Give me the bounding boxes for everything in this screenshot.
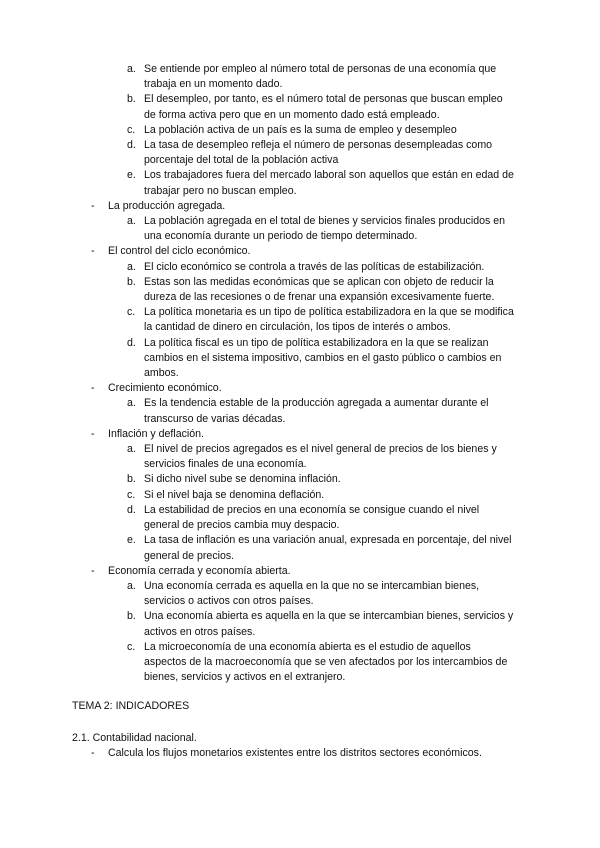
list-marker: a. (127, 397, 136, 410)
list-item (0, 92, 600, 122)
section-heading-produccion (0, 199, 600, 214)
list-item (0, 336, 600, 382)
list-marker: b. (127, 473, 136, 486)
dash-marker: - (91, 199, 95, 212)
list-item (0, 214, 600, 244)
section-title: La producción agregada. (108, 199, 226, 212)
dash-marker: - (91, 427, 95, 440)
list-item (0, 62, 600, 92)
list-text: Una economía abierta es aquella en la que se intercambian bienes, servicios y activos en otros países. (144, 610, 514, 638)
list-text: La tasa de inflación es una variación anual, expresada en porcentaje, del nivel general de precios. (144, 534, 512, 562)
list-text: Estas son las medidas económicas que se aplican con objeto de reducir la dureza de las recesiones o de frenar una expansión excesivamente fuerte. (144, 275, 495, 304)
section-heading-economia-abierta (0, 564, 600, 579)
list-item (0, 123, 600, 138)
list-text: La política monetaria es un tipo de política estabilizadora en la que se modifica la cantidad de dinero en circulación, los tipos de interés o ambos. (144, 306, 514, 334)
list-text: La estabilidad de precios en una economía se consigue cuando el nivel general de precios cambia muy despacio. (144, 503, 480, 532)
list-text: La microeconomía de una economía abierta es el estudio de aquellos aspectos de la macroeconomía que se ven afectados por los intercambios de bienes, servicios y activos en el extranjero. (144, 640, 508, 684)
list-text: El nivel de precios agregados es el nivel general de precios de los bienes y servicios finales de una economía. (144, 443, 497, 471)
list-text: La tasa de desempleo refleja el número de personas desempleadas como porcentaje del total de la población activa (144, 139, 493, 167)
list-text: La población activa de un país es la suma de empleo y desempleo (144, 123, 457, 136)
list-text: El ciclo económico se controla a través de las políticas de estabilización. (144, 260, 485, 273)
section-list (0, 260, 600, 382)
tema-heading: TEMA 2: INDICADORES (72, 700, 190, 713)
section-heading-ciclo (0, 244, 600, 259)
list-text: Si el nivel baja se denomina deflación. (144, 488, 325, 501)
list-item (0, 168, 600, 198)
dash-marker: - (91, 245, 95, 258)
list-text: Es la tendencia estable de la producción agregada a aumentar durante el transcurso de varias décadas. (144, 397, 489, 425)
list-text: Se entiende por empleo al número total de personas de una economía que trabaja en un momento dado. (144, 63, 497, 91)
list-item (0, 533, 600, 563)
intro-list (0, 62, 600, 199)
section-title: Economía cerrada y economía abierta. (108, 564, 291, 577)
list-item (0, 138, 600, 168)
list-item (0, 609, 600, 639)
document-page (0, 62, 600, 761)
list-item (0, 579, 600, 609)
subsection-heading: 2.1. Contabilidad nacional. (72, 731, 197, 744)
dash-marker: - (91, 382, 95, 395)
list-item (0, 442, 600, 472)
list-marker: d. (127, 139, 136, 152)
list-marker: a. (127, 63, 136, 75)
list-marker: c. (127, 123, 136, 136)
section-list (0, 442, 600, 564)
list-marker: a. (127, 579, 136, 592)
list-marker: d. (127, 503, 136, 516)
dash-marker: - (91, 746, 95, 759)
section-list (0, 396, 600, 426)
list-item (0, 488, 600, 503)
list-marker: d. (127, 336, 136, 349)
list-item (0, 396, 600, 426)
list-text: El desempleo, por tanto, es el número total de personas que buscan empleo de forma activa pero que en un momento dado está empleado. (144, 93, 503, 121)
dash-marker: - (91, 564, 95, 577)
list-marker: b. (127, 93, 136, 106)
list-marker: e. (127, 534, 136, 547)
list-marker: e. (127, 169, 136, 182)
section-title: Inflación y deflación. (108, 427, 204, 440)
section-heading-inflacion (0, 427, 600, 442)
section-heading-crecimiento (0, 381, 600, 396)
list-marker: a. (127, 260, 136, 273)
section-list (0, 579, 600, 685)
list-marker: c. (127, 306, 136, 319)
subsection-item (0, 746, 600, 761)
list-item (0, 260, 600, 275)
section-list (0, 214, 600, 244)
list-marker: a. (127, 443, 136, 456)
list-text: La política fiscal es un tipo de política estabilizadora en la que se realizan cambios en el sistema impositivo, cambios en el gasto público o cambios en ambos. (144, 336, 502, 380)
list-marker: b. (127, 610, 136, 623)
list-text: Una economía cerrada es aquella en la que no se intercambian bienes, servicios o activos con otros países. (144, 579, 480, 608)
list-text: Calcula los flujos monetarios existentes entre los distritos sectores económicos. (108, 746, 482, 759)
list-item (0, 640, 600, 686)
list-item (0, 305, 600, 335)
list-marker: c. (127, 640, 136, 653)
list-text: Los trabajadores fuera del mercado laboral son aquellos que están en edad de trabajar pero no buscan empleo. (144, 169, 514, 197)
list-item (0, 472, 600, 487)
section-title: Crecimiento económico. (108, 382, 222, 395)
list-text: Si dicho nivel sube se denomina inflación. (144, 473, 341, 486)
section-title: El control del ciclo económico. (108, 245, 251, 258)
list-item (0, 275, 600, 305)
list-marker: a. (127, 215, 136, 228)
list-text: La población agregada en el total de bienes y servicios finales producidos en una economía durante un periodo de tiempo determinado. (144, 215, 506, 243)
list-item (0, 503, 600, 533)
list-marker: c. (127, 488, 136, 501)
list-marker: b. (127, 275, 136, 288)
